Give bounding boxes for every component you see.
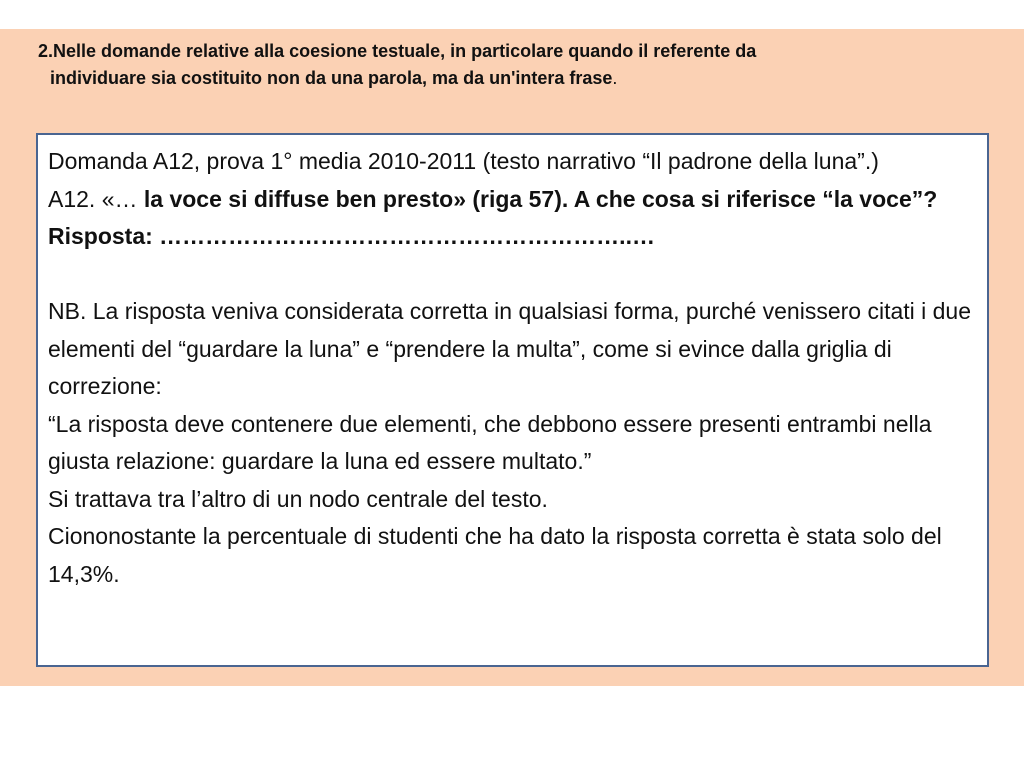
question-a12-prefix: A12. «… [48,185,144,212]
spacer [48,256,977,294]
question-reference: Domanda A12, prova 1° media 2010-2011 (testo narrativo “Il padrone della luna”.) [48,148,879,174]
content-box [36,133,989,667]
question-a12-text: la voce si diffuse ben presto» (riga 57). A che cosa si riferisce “la voce”? [143,185,938,212]
heading-line-2 [38,65,998,92]
percentage-note: Ciononostante la percentuale di studenti che ha dato la risposta corretta è stata solo del 14,3%. [48,523,942,587]
central-node-note: Si trattava tra l’altro di un nodo centrale del testo. [48,485,548,512]
heading-line-2-text: individuare sia costituito non da una parola, ma da un'intera frase [50,68,613,88]
nb-paragraph: NB. La risposta veniva considerata corretta in qualsiasi forma, purché venissero citati i due elementi del “guardare la luna” e “prendere la multa”, come si evince dalla griglia di correzione: [48,298,972,399]
slide-heading [38,38,998,92]
question-a12 [48,181,977,219]
grading-quote: “La risposta deve contenere due elementi, che debbono essere presenti entrambi nella giusta relazione: guardare la luna ed essere multato.” [48,410,932,474]
heading-period: . [612,68,618,88]
heading-line-1: 2.Nelle domande relative alla coesione testuale, in particolare quando il referente da [38,41,757,61]
answer-line: Risposta: ……………………………………………………..… [48,223,655,249]
